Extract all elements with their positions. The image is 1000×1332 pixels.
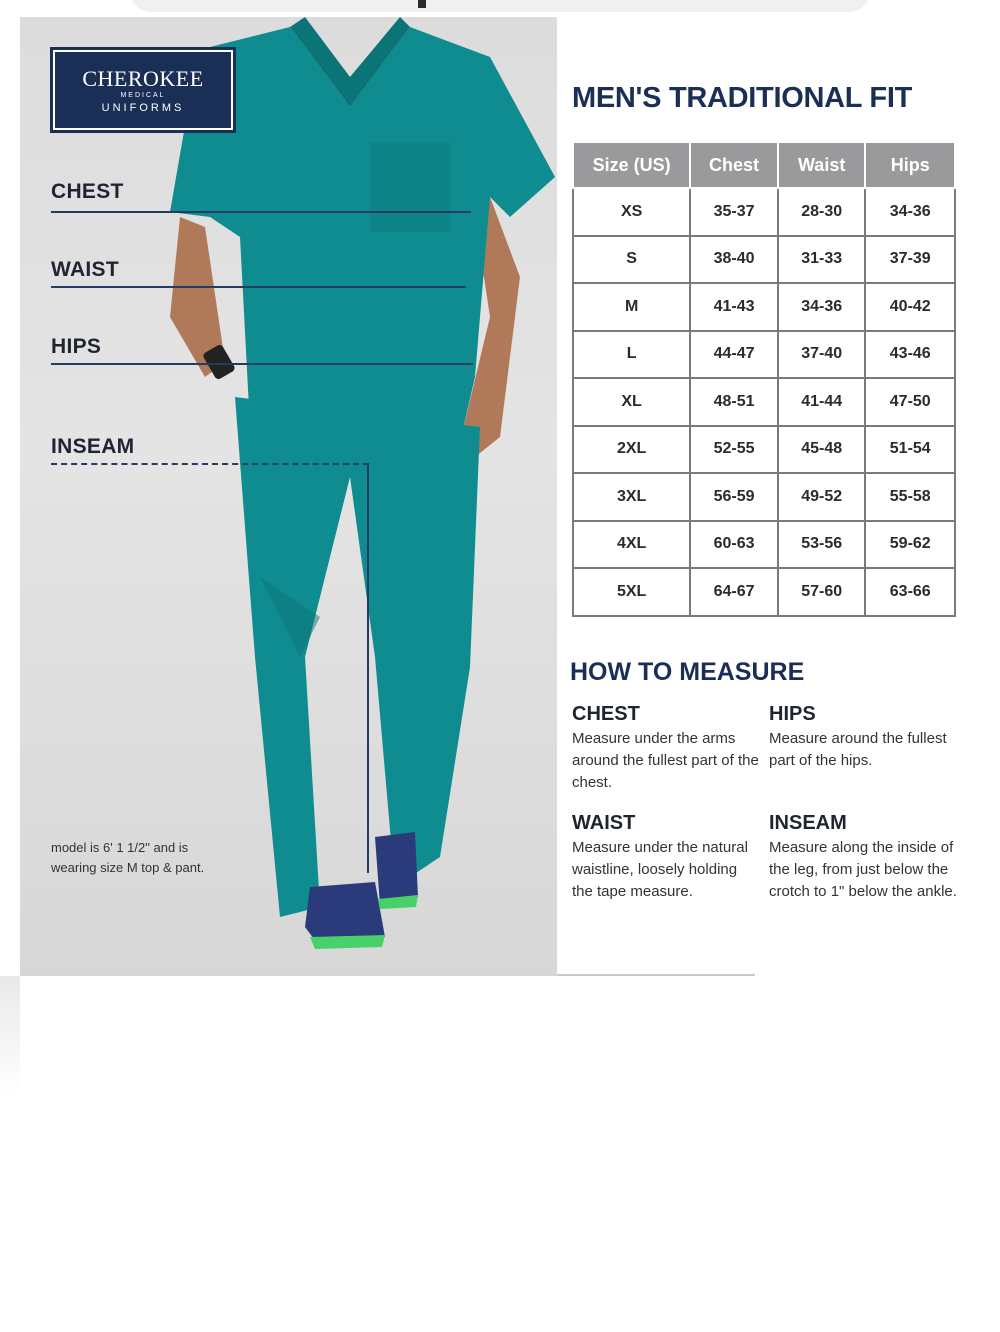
hips-cell: 55-58 xyxy=(865,473,955,521)
model-photo-panel xyxy=(20,17,557,976)
chest-heading: CHEST xyxy=(572,703,640,725)
model-illustration xyxy=(20,17,557,976)
chest-cell: 64-67 xyxy=(690,568,778,616)
table-row xyxy=(573,188,955,236)
chest-cell: 60-63 xyxy=(690,521,778,569)
hips-cell: 40-42 xyxy=(865,283,955,331)
waist-measure-label: WAIST xyxy=(51,258,119,281)
hips-cell: 34-36 xyxy=(865,188,955,236)
waist-instructions xyxy=(572,812,762,903)
table-row xyxy=(573,378,955,426)
inseam-instructions xyxy=(769,812,959,903)
top-bar xyxy=(130,0,870,12)
size-cell: L xyxy=(573,331,690,379)
waist-cell: 37-40 xyxy=(778,331,866,379)
table-row xyxy=(573,568,955,616)
table-row xyxy=(573,236,955,284)
model-note: model is 6' 1 1/2" and is wearing size M top & pant. xyxy=(51,840,205,875)
size-cell: 2XL xyxy=(573,426,690,474)
header-hips: Hips xyxy=(865,142,955,188)
waist-cell: 45-48 xyxy=(778,426,866,474)
chest-cell: 38-40 xyxy=(690,236,778,284)
hips-instructions xyxy=(769,703,959,772)
waist-heading: WAIST xyxy=(572,812,636,834)
waist-cell: 53-56 xyxy=(778,521,866,569)
header-waist: Waist xyxy=(778,142,866,188)
size-chart-header-row xyxy=(573,142,955,188)
brand-uniforms: UNIFORMS xyxy=(101,102,185,114)
size-cell: 4XL xyxy=(573,521,690,569)
inseam-vertical-line xyxy=(367,463,369,873)
chest-cell: 56-59 xyxy=(690,473,778,521)
header-chest: Chest xyxy=(690,142,778,188)
hips-cell: 59-62 xyxy=(865,521,955,569)
size-chart-table xyxy=(572,141,956,617)
brand-logo xyxy=(53,50,233,130)
hips-measure-line xyxy=(51,363,473,365)
inseam-heading: INSEAM xyxy=(769,812,847,834)
waist-cell: 31-33 xyxy=(778,236,866,284)
chest-cell: 41-43 xyxy=(690,283,778,331)
hips-cell: 37-39 xyxy=(865,236,955,284)
size-cell: XS xyxy=(573,188,690,236)
chest-text: Measure under the arms around the fullest part of the chest. xyxy=(572,730,759,791)
chart-title: MEN'S TRADITIONAL FIT xyxy=(572,82,912,114)
waist-cell: 41-44 xyxy=(778,378,866,426)
size-cell: 3XL xyxy=(573,473,690,521)
hips-cell: 47-50 xyxy=(865,378,955,426)
hips-heading: HIPS xyxy=(769,703,816,725)
inseam-measure-line xyxy=(51,463,369,465)
size-cell: M xyxy=(573,283,690,331)
waist-text: Measure under the natural waistline, loosely holding the tape measure. xyxy=(572,839,748,900)
size-cell: 5XL xyxy=(573,568,690,616)
waist-cell: 57-60 xyxy=(778,568,866,616)
size-cell: XL xyxy=(573,378,690,426)
how-to-measure-title: HOW TO MEASURE xyxy=(570,658,805,686)
waist-measure-line xyxy=(51,286,466,288)
waist-cell: 28-30 xyxy=(778,188,866,236)
chest-cell: 44-47 xyxy=(690,331,778,379)
table-row xyxy=(573,283,955,331)
panel-shadow xyxy=(0,976,20,1096)
chest-instructions xyxy=(572,703,762,794)
table-row xyxy=(573,331,955,379)
brand-medical: MEDICAL xyxy=(120,92,166,99)
brand-name: CHEROKEE xyxy=(82,66,204,91)
hips-measure-label: HIPS xyxy=(51,335,102,358)
chest-measure-label: CHEST xyxy=(51,180,124,203)
table-row xyxy=(573,473,955,521)
hips-cell: 51-54 xyxy=(865,426,955,474)
chest-cell: 48-51 xyxy=(690,378,778,426)
hips-cell: 43-46 xyxy=(865,331,955,379)
hips-cell: 63-66 xyxy=(865,568,955,616)
chest-measure-line xyxy=(51,211,471,213)
table-row xyxy=(573,426,955,474)
waist-cell: 49-52 xyxy=(778,473,866,521)
waist-cell: 34-36 xyxy=(778,283,866,331)
chest-cell: 52-55 xyxy=(690,426,778,474)
inseam-text: Measure along the inside of the leg, from just below the crotch to 1" below the ankle. xyxy=(769,839,957,900)
chest-cell: 35-37 xyxy=(690,188,778,236)
hips-text: Measure around the fullest part of the hips. xyxy=(769,730,947,769)
table-row xyxy=(573,521,955,569)
top-bar-mark xyxy=(418,0,426,8)
header-size: Size (US) xyxy=(573,142,690,188)
inseam-measure-label: INSEAM xyxy=(51,435,135,458)
size-cell: S xyxy=(573,236,690,284)
divider-rule xyxy=(557,974,755,976)
